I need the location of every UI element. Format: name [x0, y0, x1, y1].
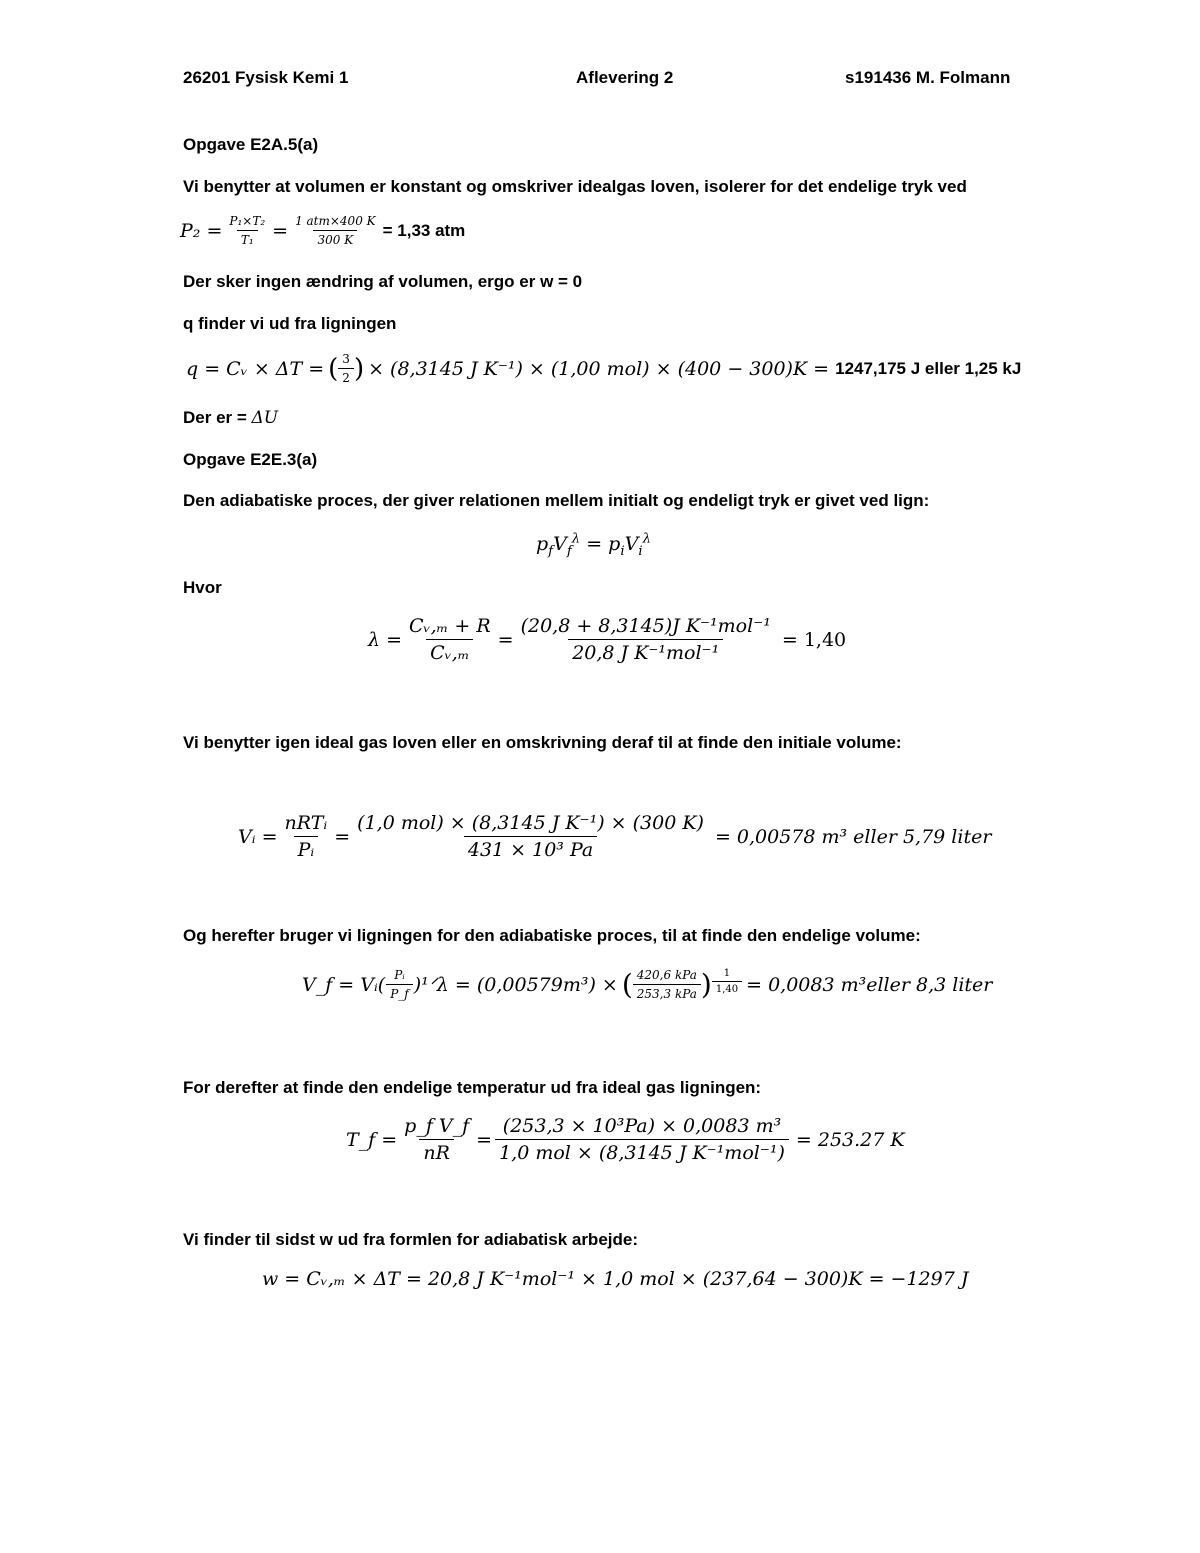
section2-intro: Den adiabatiske proces, der giver relationen mellem initialt og endeligt tryk er givet ved lign:: [183, 491, 930, 510]
vi-fraction-2: $\frac{\text{(1,0 mol) × (8,3145 J K⁻¹) × (300 K)}}{\text{431 × 10³ Pa}}$: [357, 812, 704, 861]
tf-intro-text: For derefter at finde den endelige temperatur ud fra ideal gas ligningen:: [183, 1078, 762, 1097]
equation-vf: V_f = Vᵢ( $\frac{\text{Pᵢ}}{P\_f}$ )¹ᐟλ = (0,00579m³) × ( $\frac{\text{420,6 kPa}}{\text{253,3 kPa}}$ ) $\frac{1}{1,40}$ = 0,0083 m³eller 8,3 liter: [302, 968, 993, 1001]
w-intro-text: Vi finder til sidst w ud fra formlen for adiabatisk arbejde:: [183, 1230, 638, 1249]
eq1-lhs: P₂ =: [180, 219, 223, 242]
equation-adiabatic: $p_fV_f^\lambda = p_iV_i^\lambda$: [536, 531, 652, 559]
section2-title: Opgave E2E.3(a): [183, 450, 318, 469]
tf-fraction-1: $\frac{\text{p\_f V\_f}}{nR}$: [404, 1115, 470, 1164]
section1-intro: Vi benytter at volumen er konstant og omskriver idealgas loven, isolerer for det endelige tryk ved: [183, 177, 967, 196]
header-course: 26201 Fysisk Kemi 1: [183, 68, 349, 87]
eq1-fraction-2: $\frac{\text{1 atm×400 K}}{300 K}$: [295, 214, 376, 247]
eq2-result: 1247,175 J eller 1,25 kJ: [835, 358, 1022, 378]
lambda-fraction-2: $\frac{\text{(20,8 + 8,3145)J K⁻¹mol⁻¹}}{\text{20,8 J K⁻¹mol⁻¹}}$: [520, 615, 771, 664]
hvor-text: Hvor: [183, 578, 222, 597]
equation-w: w = Cᵥ,ₘ × ΔT = 20,8 J K⁻¹mol⁻¹ × 1,0 mol × (237,64 − 300)K = −1297 J: [262, 1268, 969, 1290]
vf-fraction-1: $\frac{\text{Pᵢ}}{P\_f}$: [386, 968, 413, 1001]
vi-fraction-1: $\frac{\text{nRTᵢ}}{\text{Pᵢ}}$: [284, 812, 328, 861]
vf-power-fraction: $\frac{1}{1,40}$: [712, 968, 742, 995]
equation-lambda: λ = $\frac{\text{Cᵥ,ₘ + R}}{\text{Cᵥ,ₘ}}$ = $\frac{\text{(20,8 + 8,3145)J K⁻¹mol⁻¹}}{\text{20,8 J K⁻¹mol⁻¹}}$ = 1,40: [368, 615, 847, 664]
equation-vi: Vᵢ = $\frac{\text{nRTᵢ}}{\text{Pᵢ}}$ = $\frac{\text{(1,0 mol) × (8,3145 J K⁻¹) × (300 K)}}{\text{431 × 10³ Pa}}$ = 0,00578 m³ eller 5,79 liter: [238, 812, 992, 861]
header-assignment: Aflevering 2: [576, 68, 674, 87]
equation-p2: P₂ = $\frac{\text{P₁×T₂}}{\text{T₁}}$ = $\frac{\text{1 atm×400 K}}{300 K}$ = 1,33 atm: [180, 214, 466, 247]
no-volume-change-text: Der sker ingen ændring af volumen, ergo er w = 0: [183, 272, 583, 291]
equals-du-line: Der er = ΔU: [183, 408, 279, 428]
equation-q: q = Cᵥ × ΔT = ( $\frac{3}{2}$ ) × (8,3145 J K⁻¹) × (1,00 mol) × (400 − 300)K = 1247,175 J eller 1,25 kJ: [186, 352, 1022, 385]
eq1-fraction-1: $\frac{\text{P₁×T₂}}{\text{T₁}}$: [229, 214, 266, 247]
section1-title: Opgave E2A.5(a): [183, 135, 319, 154]
vf-fraction-2: $\frac{\text{420,6 kPa}}{\text{253,3 kPa}}$: [633, 968, 701, 1001]
vi-intro-text: Vi benytter igen ideal gas loven eller en omskrivning deraf til at finde den initiale volume:: [183, 733, 902, 752]
header-author: s191436 M. Folmann: [845, 68, 1011, 87]
q-intro-text: q finder vi ud fra ligningen: [183, 314, 397, 333]
eq2-fraction: $\frac{3}{2}$: [338, 352, 354, 385]
equation-tf: T_f = $\frac{\text{p\_f V\_f}}{nR}$ = $\frac{\text{(253,3 × 10³Pa) × 0,0083 m³}}{\text{1,0 mol × (8,3145 J K⁻¹mol⁻¹)}}$ = 253.27 K: [346, 1115, 905, 1164]
eq1-result: = 1,33 atm: [382, 220, 466, 240]
lambda-fraction-1: $\frac{\text{Cᵥ,ₘ + R}}{\text{Cᵥ,ₘ}}$: [409, 615, 491, 664]
vf-intro-text: Og herefter bruger vi ligningen for den adiabatiske proces, til at finde den endelige volume:: [183, 926, 921, 945]
tf-fraction-2: $\frac{\text{(253,3 × 10³Pa) × 0,0083 m³}}{\text{1,0 mol × (8,3145 J K⁻¹mol⁻¹)}}$: [495, 1115, 789, 1164]
